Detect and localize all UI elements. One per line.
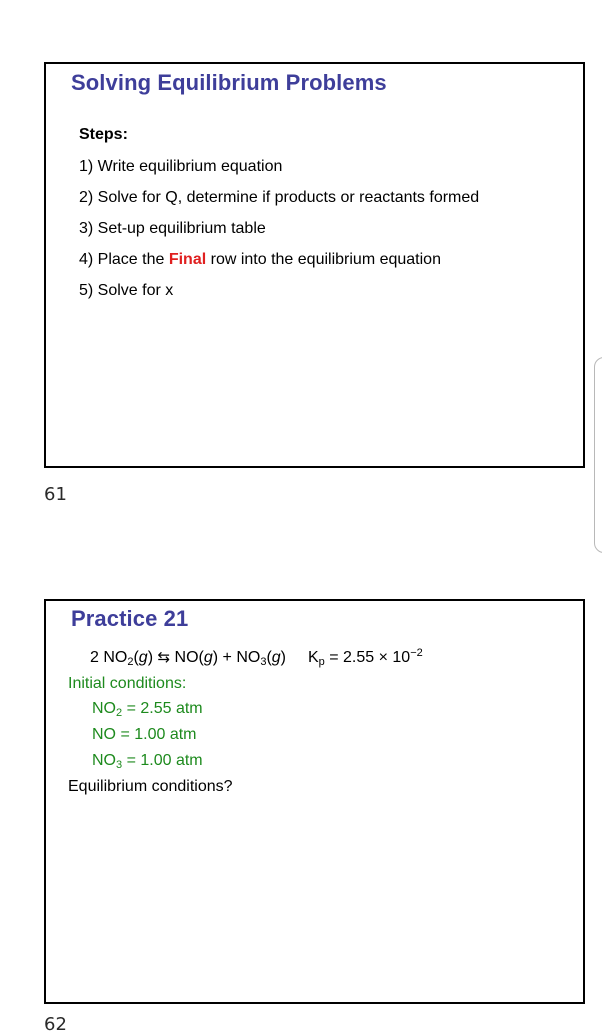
condition-no2: $NO_2 = 2.55$ atm [92, 700, 203, 719]
step-2: 2) Solve for Q, determine if products or reactants formed [79, 189, 480, 206]
slide-61 [44, 62, 585, 468]
condition-no3: $NO_3 = 1.00$ atm [92, 752, 203, 771]
page-number: 62 [44, 1014, 67, 1035]
slide-title: Practice 21 [71, 606, 189, 631]
kp-expression: $K_p = 2.55 \times 10^{-2}$ [308, 647, 423, 668]
step-4-prefix: 4) Place the [79, 251, 169, 268]
equilibrium-question: Equilibrium conditions? [68, 778, 233, 795]
step-5: 5) Solve for x [79, 282, 174, 299]
step-4 [79, 251, 479, 282]
page-number: 61 [44, 484, 67, 505]
slide-title: Solving Equilibrium Problems [71, 70, 387, 95]
initial-conditions-label: Initial conditions: [68, 675, 187, 692]
condition-no: NO = 1.00 atm [92, 726, 197, 743]
side-panel-handle[interactable] [594, 357, 602, 553]
reaction-equation: 2 $NO_2(g)$ ⇆ $NO(g) + NO_3(g) K_p = 2.55 \times 10^{-2}$ [90, 647, 423, 668]
final-highlight: Final [168, 251, 207, 268]
steps-heading: Steps: [79, 126, 128, 143]
slide-62 [44, 599, 585, 1004]
step-3: 3) Set-up equilibrium table [79, 220, 266, 237]
step-1: 1) Write equilibrium equation [79, 158, 283, 175]
steps-list [79, 158, 479, 313]
step-4-suffix: row into the equilibrium equation [206, 251, 441, 268]
equilibrium-arrow-icon: ⇆ [157, 648, 171, 666]
